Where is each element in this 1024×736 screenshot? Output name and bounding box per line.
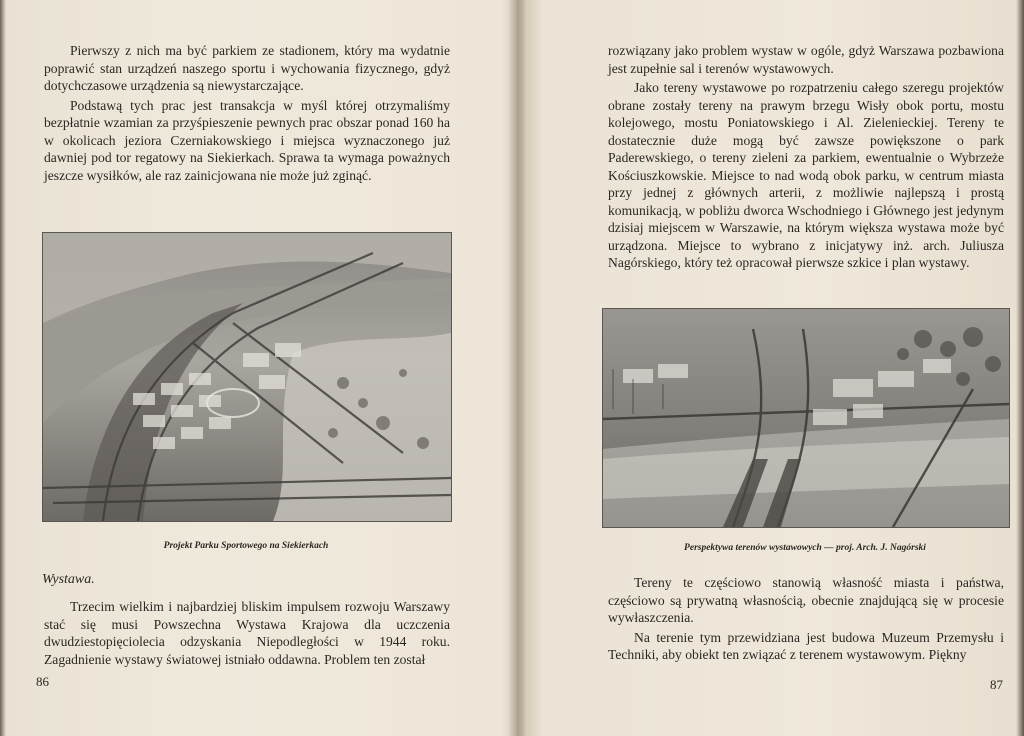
right-closing-paragraph-2: Na terenie tym przewidziana jest budowa Muzeum Przemysłu i Techniki, aby obiekt ten związać z terenem wystawowym. Piękny — [608, 629, 1004, 662]
left-paragraph-1: Pierwszy z nich ma być parkiem ze stadionem, który ma wydatnie poprawić stan urządzeń naszego sportu i wychowania fizycznego, gdyż dotychczasowe urządzenia są niewystarczające. — [44, 43, 450, 93]
left-top-text — [44, 42, 450, 184]
page-number-left: 86 — [36, 674, 49, 689]
sports-park-aerial-image — [43, 233, 451, 521]
right-paragraph-1: rozwiązany jako problem wystaw w ogóle, gdyż Warszawa pozbawiona jest zupełnie sal i terenów wystawowych. — [608, 43, 1004, 76]
left-page — [0, 0, 510, 736]
right-page — [520, 0, 1024, 736]
page-number-right: 87 — [990, 677, 1003, 692]
right-photo-caption: Perspektywa terenów wystawowych — proj. Arch. J. Nagórski — [684, 543, 926, 553]
left-photo-caption: Projekt Parku Sportowego na Siekierkach — [163, 541, 329, 551]
right-top-text — [608, 42, 1004, 272]
left-paragraph-2: Podstawą tych prac jest transakcja w myśl której otrzymaliśmy bezpłatnie wzamian za przyśpieszenie pewnych prac obszar ponad 160 ha w okolicach jeziora Czerniakowskiego i miejsca wyznaczonego już dawniej pod tor regatowy na Siekierkach. Sprawa ta wymaga poważnych jeszcze wysiłków, ale raz zainicjowana nie może już zginąć. — [44, 97, 450, 183]
exhibition-aerial-image — [603, 309, 1009, 527]
sports-park-photo — [42, 232, 452, 522]
right-bottom-text — [608, 574, 1004, 664]
section-heading-wystawa: Wystawa. — [42, 572, 95, 587]
right-closing-paragraph-1: Tereny te częściowo stanowią własność miasta i państwa, częściowo są prywatną własnością, obecnie znajdującą się w procesie wywłaszczenia. — [608, 575, 1004, 625]
left-bottom-text — [44, 598, 450, 668]
exhibition-perspective-photo — [602, 308, 1010, 528]
right-paragraph-2: Jako tereny wystawowe po rozpatrzeniu całego szeregu projektów obrane zostały tereny na prawym brzegu Wisły obok portu, mostu kolejowego, mostu Poniatowskiego i Al. Zielenieckiej. Tereny te dostatecznie duże mogą być zawsze powiększone o park Paderewskiego, o tereny zieleni za parkiem, ewentualnie o Wybrzeże Kościuszkowskie. Miejsce to nad wodą obok parku, w centrum miasta przy jednej z głównych arterii, z możliwie najlepszą i prostą komunikacją, w pobliżu dworca Wschodniego i Głównego jest jedynym dzisiaj miejscem w Warszawie, na którym większa wystawa może być urządzona. Miejsce to wybrano z inicjatywy inż. arch. Juliusza Nagórskiego, który też opracował pierwsze szkice i plan wystawy. — [608, 80, 1004, 270]
left-closing-paragraph: Trzecim wielkim i najbardziej bliskim impulsem rozwoju Warszawy stać się musi Powszechna Wystawa Krajowa dla uczczenia dwudziestopięciolecia odzyskania Niepodległości w 1944 roku. Zagadnienie wystawy światowej istniało oddawna. Problem ten został — [44, 599, 450, 667]
